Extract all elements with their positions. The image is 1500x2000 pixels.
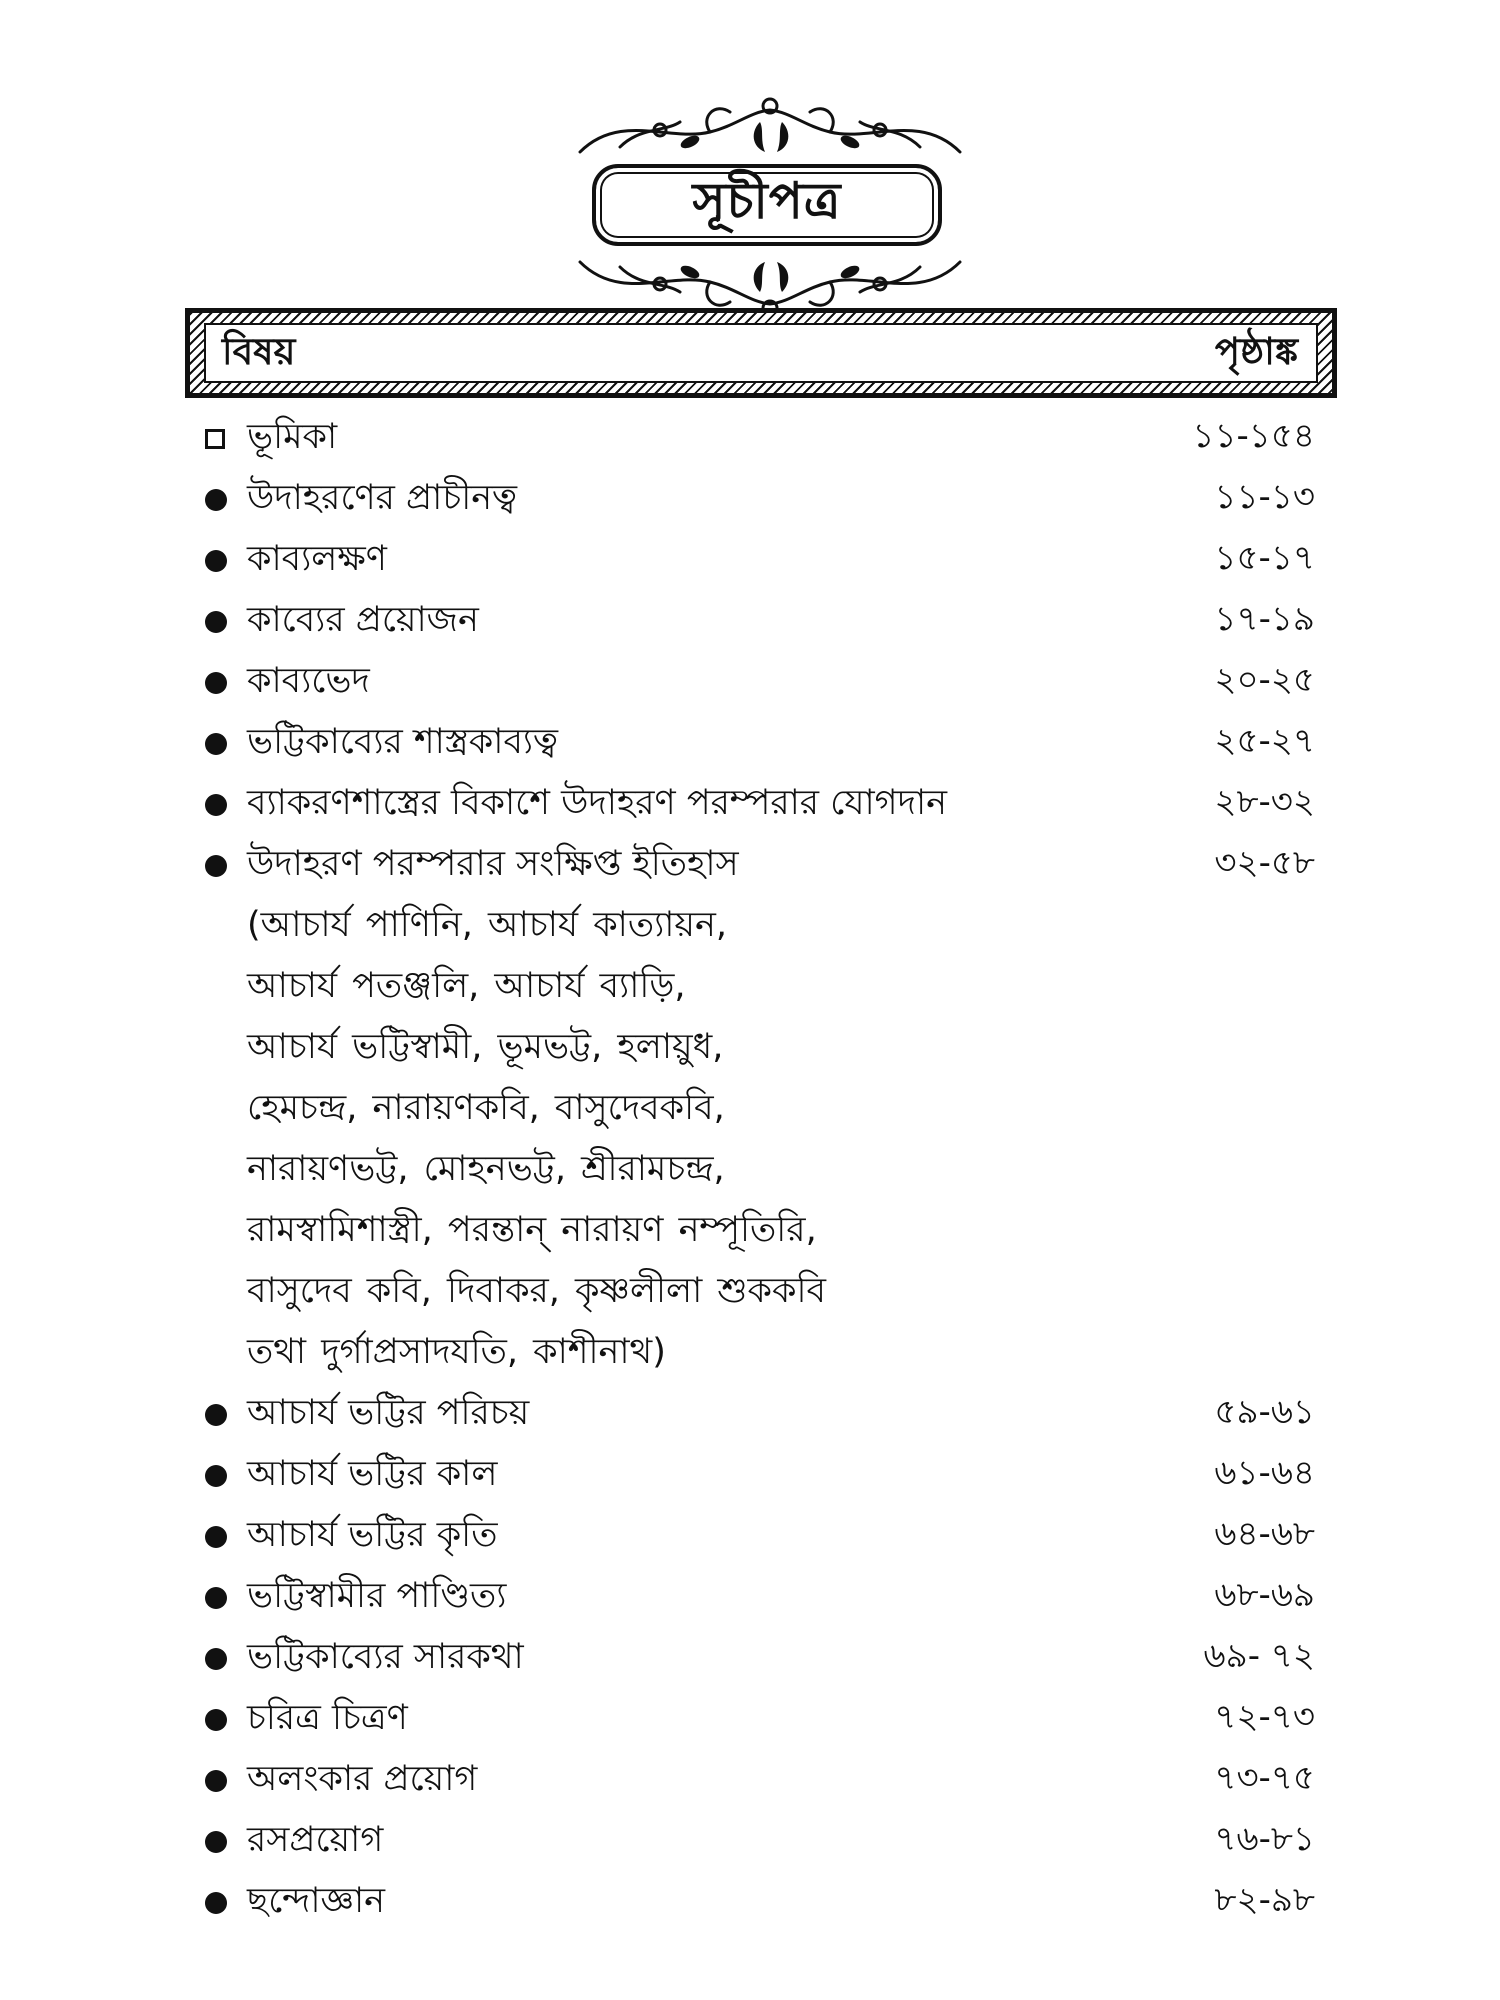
bullet-dot-icon [205,1465,227,1487]
toc-subline: নারায়ণভট্ট, মোহনভট্ট, শ্রীরামচন্দ্র, [247,1149,725,1189]
toc-marker [205,733,233,755]
toc-entry-pages: ২০-২৫ [1214,660,1315,700]
toc-entry [205,1506,1315,1567]
toc-entry-pages: ৬১-৬৪ [1214,1453,1315,1493]
toc-marker [205,794,233,816]
toc-marker [205,611,233,633]
toc-entry-title: অলংকার প্রয়োগ [247,1759,478,1799]
title-ornament-block [560,92,980,322]
bullet-dot-icon [205,550,227,572]
toc-entry-pages: ৭৩-৭৫ [1214,1758,1315,1798]
toc-entry-pages: ৩২-৫৮ [1214,843,1315,883]
toc-entry [205,1628,1315,1689]
bullet-dot-icon [205,1404,227,1426]
bullet-dot-icon [205,855,227,877]
toc-entry-pages: ২৫-২৭ [1214,721,1315,761]
toc-entry-title: কাব্যভেদ [247,661,370,701]
bullet-dot-icon [205,1831,227,1853]
subject-column-label: বিষয় [222,329,296,373]
toc-entry-pages: ৬৮-৬৯ [1214,1575,1315,1615]
column-header-inner [204,323,1318,383]
page-title: সূচীপত্র [692,171,842,230]
toc-entry-title: উদাহরণের প্রাচীনত্ব [247,478,518,518]
bullet-dot-icon [205,733,227,755]
toc-entry [205,835,1315,896]
toc-subline: বাসুদেব কবি, দিবাকর, কৃষ্ণলীলা শুককবি [247,1271,826,1311]
toc-entry-pages: ১৫-১৭ [1214,538,1315,578]
toc-marker [205,1465,233,1487]
toc-entry-title: উদাহরণ পরম্পরার সংক্ষিপ্ত ইতিহাস [247,844,739,884]
bullet-dot-icon [205,1648,227,1670]
bullet-dot-icon [205,1526,227,1548]
toc-entry-title: আচার্য ভট্টির পরিচয় [247,1393,530,1433]
toc-entry-title: কাব্যের প্রয়োজন [247,600,479,640]
bullet-dot-icon [205,1587,227,1609]
toc-entry [205,469,1315,530]
toc-subline: আচার্য ভট্টিস্বামী, ভূমভট্ট, হলায়ুধ, [247,1027,724,1067]
toc-entry-title: ভট্টিকাব্যের শাস্ত্রকাব্যত্ব [247,722,558,762]
toc-entry-title: রসপ্রয়োগ [247,1820,384,1860]
toc-marker [205,1770,233,1792]
toc-entry [205,652,1315,713]
toc-entry [205,1567,1315,1628]
toc-entry-pages: ২৮-৩২ [1214,782,1315,822]
bullet-dot-icon [205,1709,227,1731]
toc-marker [205,1526,233,1548]
bullet-dot-icon [205,672,227,694]
table-of-contents [205,408,1315,1933]
toc-entry [205,1384,1315,1445]
toc-subline: আচার্য পতঞ্জলি, আচার্য ব্যাড়ি, [247,966,686,1006]
toc-entry-title: ভূমিকা [247,417,338,457]
toc-entry [205,408,1315,469]
toc-entry-pages: ১১-১৩ [1214,477,1315,517]
checkbox-square-icon [205,429,225,449]
bullet-dot-icon [205,489,227,511]
bullet-dot-icon [205,1770,227,1792]
toc-entry-pages: ১৭-১৯ [1214,599,1315,639]
toc-entry [205,774,1315,835]
bullet-dot-icon [205,794,227,816]
toc-marker [205,1587,233,1609]
toc-entry [205,713,1315,774]
toc-entry-title: কাব্যলক্ষণ [247,539,387,579]
bullet-dot-icon [205,611,227,633]
toc-entry-pages: ৬৪-৬৮ [1214,1514,1315,1554]
toc-entry-title: চরিত্র চিত্রণ [247,1698,408,1738]
toc-entry [205,1750,1315,1811]
toc-entry-title: ভট্টিস্বামীর পাণ্ডিত্য [247,1576,507,1616]
toc-entry [205,530,1315,591]
title-frame [592,164,942,246]
toc-entry-title: ব্যাকরণশাস্ত্রের বিকাশে উদাহরণ পরম্পরার যোগদান [247,783,948,823]
toc-entry-pages: ৬৯- ৭২ [1203,1636,1315,1676]
toc-entry [205,1811,1315,1872]
toc-entry-pages: ৮২-৯৮ [1214,1880,1315,1920]
toc-entry-title: আচার্য ভট্টির কাল [247,1454,498,1494]
toc-entry [205,591,1315,652]
toc-subline: (আচার্য পাণিনি, আচার্য কাত্যায়ন, [247,905,728,945]
toc-entry-pages: ৭৬-৮১ [1214,1819,1315,1859]
toc-entry-title: ছন্দোজ্ঞান [247,1881,386,1921]
toc-entry-pages: ৭২-৭৩ [1214,1697,1315,1737]
bullet-dot-icon [205,1892,227,1914]
toc-marker [205,429,233,449]
toc-entry [205,1445,1315,1506]
toc-marker [205,1648,233,1670]
toc-marker [205,550,233,572]
page-column-label: পৃষ্ঠাঙ্ক [1214,329,1298,373]
toc-entry [205,1689,1315,1750]
toc-entry [205,1872,1315,1933]
toc-entry-title: ভট্টিকাব্যের সারকথা [247,1637,524,1677]
toc-marker [205,672,233,694]
toc-subline: তথা দুর্গাপ্রসাদযতি, কাশীনাথ) [247,1332,666,1372]
toc-entry-title: আচার্য ভট্টির কৃতি [247,1515,498,1555]
toc-marker [205,855,233,877]
toc-marker [205,489,233,511]
toc-entry-pages: ১১-১৫৪ [1192,416,1315,456]
toc-subline: হেমচন্দ্র, নারায়ণকবি, বাসুদেবকবি, [247,1088,725,1128]
toc-entry-pages: ৫৯-৬১ [1214,1392,1315,1432]
toc-marker [205,1892,233,1914]
toc-marker [205,1709,233,1731]
toc-subline: রামস্বামিশাস্ত্রী, পরন্তান্ নারায়ণ নম্পূতিরি, [247,1210,817,1250]
column-header-bar [185,308,1337,398]
toc-marker [205,1404,233,1426]
toc-marker [205,1831,233,1853]
